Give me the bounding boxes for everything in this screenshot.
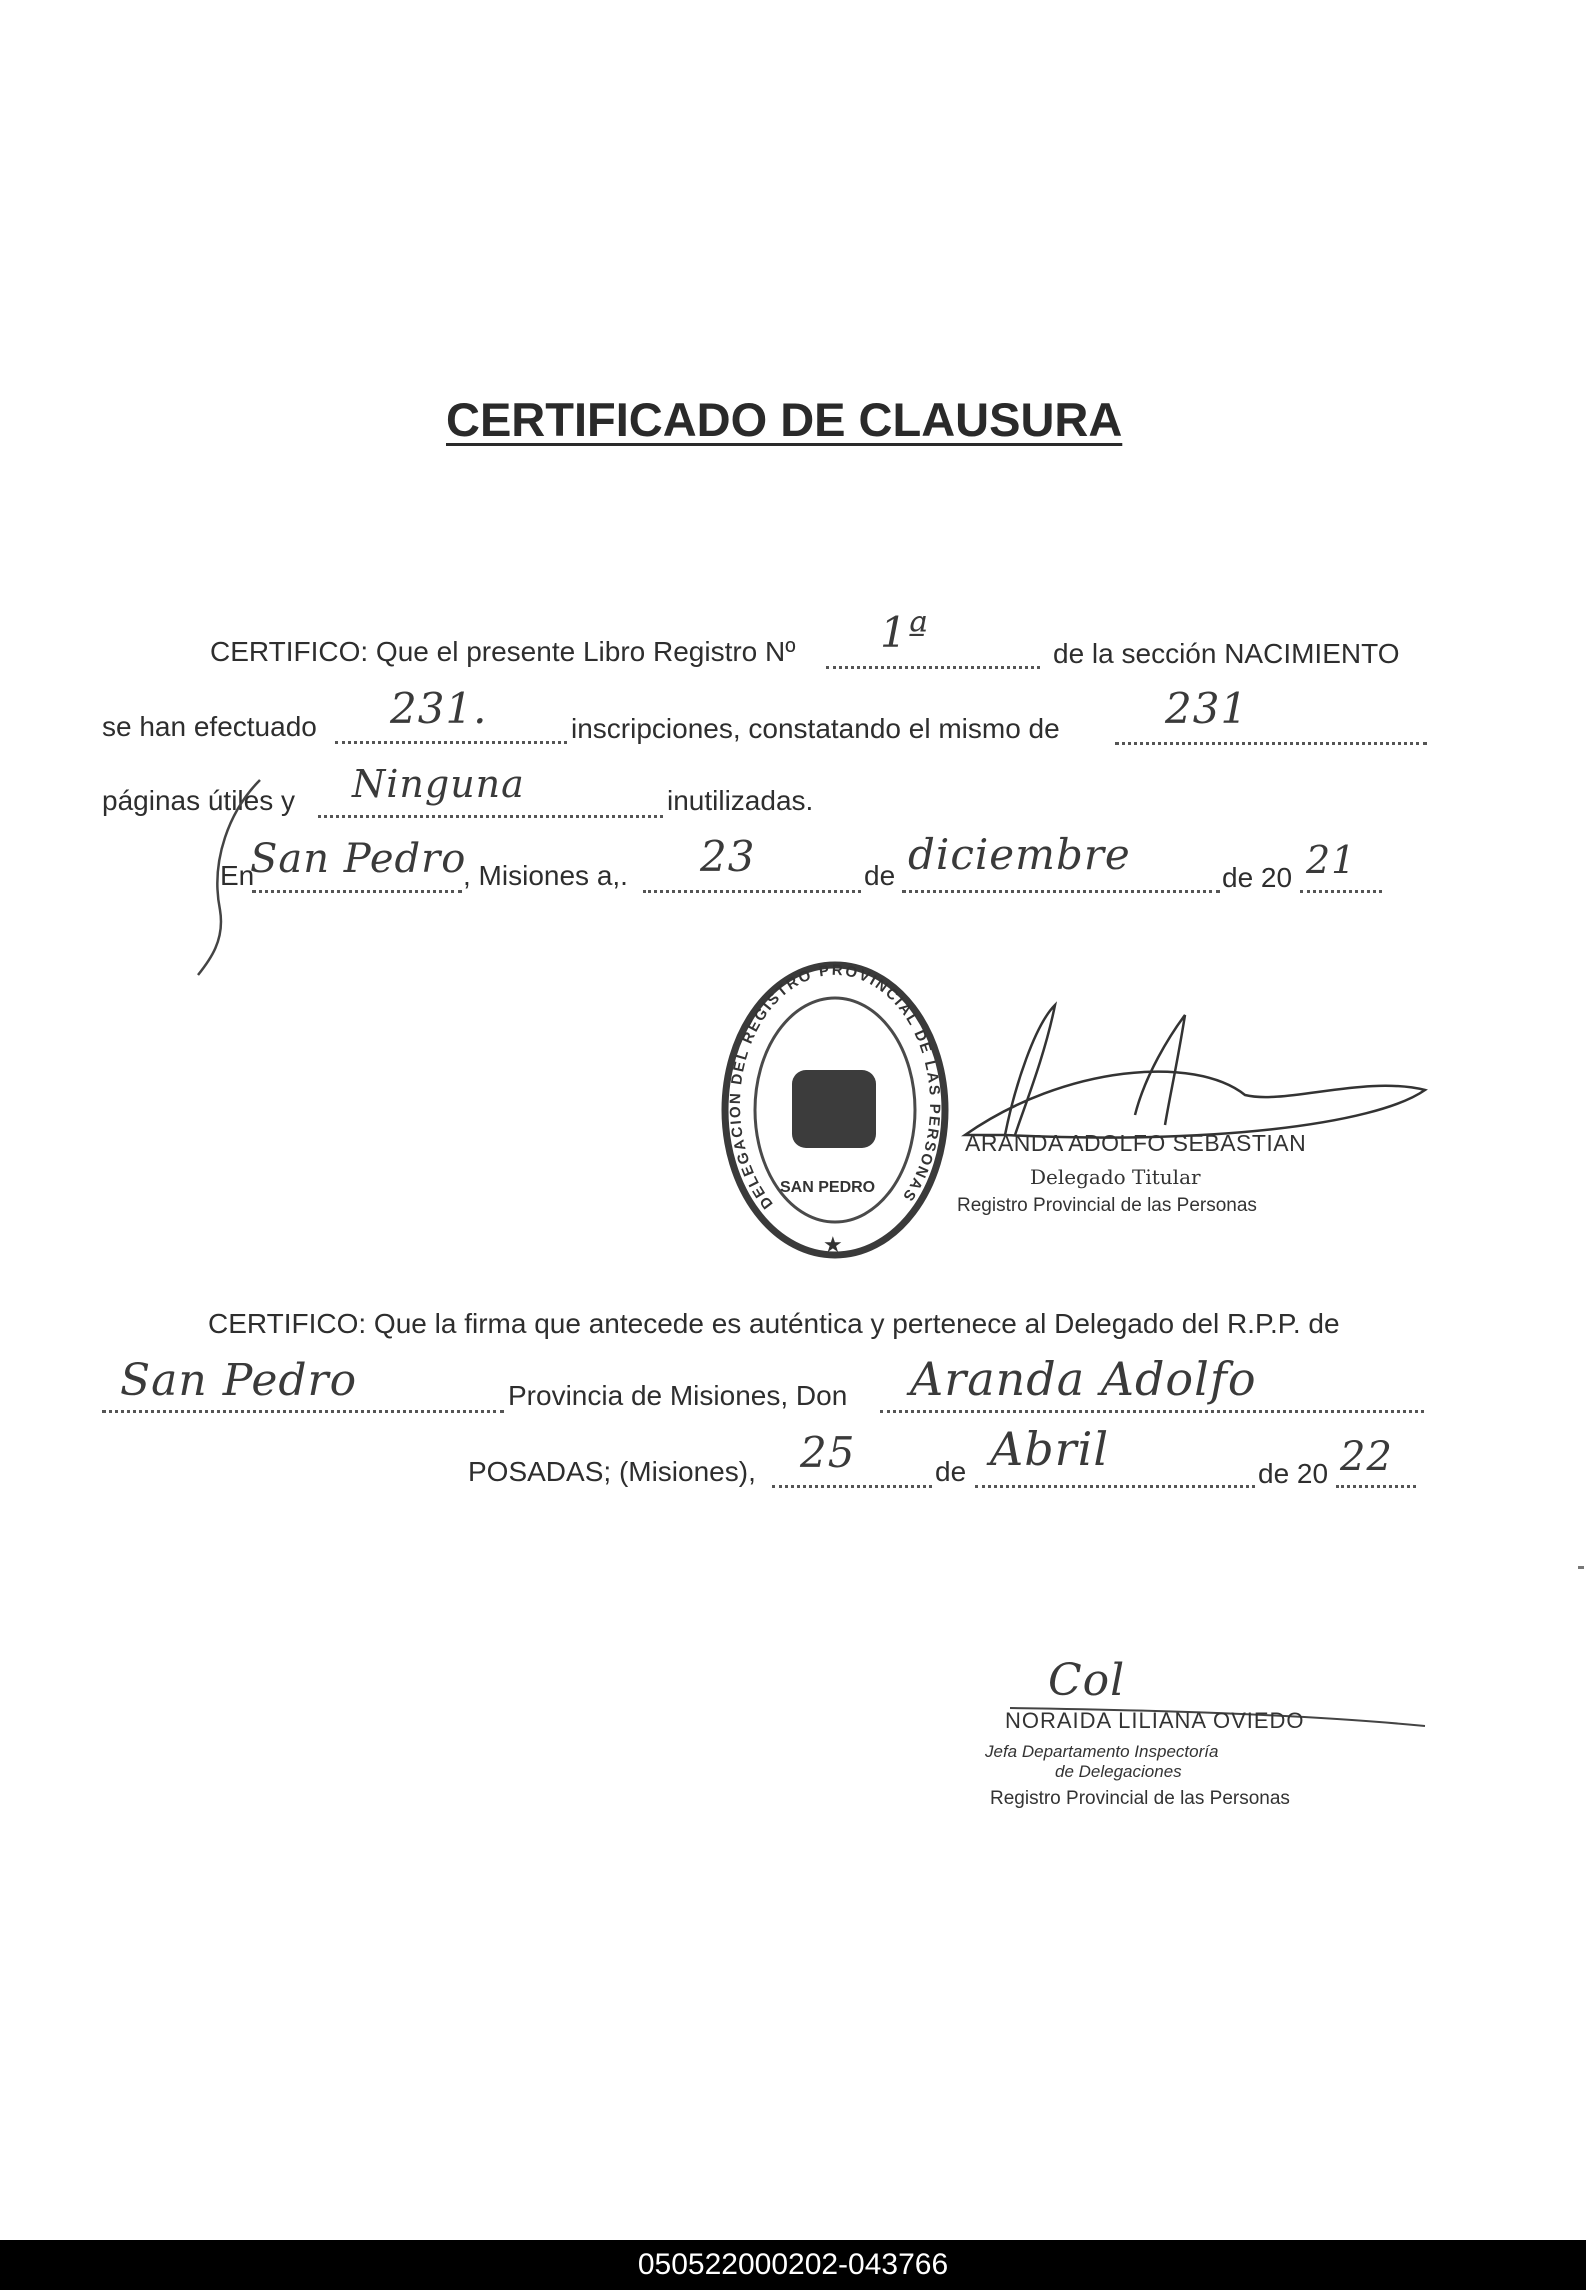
dotted-line [880, 1410, 1424, 1413]
cert1-line4-prefix: En [220, 860, 255, 891]
stamp-bottom-text: SAN PEDRO [780, 1179, 876, 1196]
day-handwritten: 23 [700, 832, 756, 881]
scan-artifact [1578, 1566, 1584, 1569]
place-handwritten: San Pedro [250, 836, 467, 882]
seal-emblem [792, 1070, 876, 1148]
pages-handwritten: 231 [1165, 684, 1249, 733]
signatory-name: ARANDA ADOLFO SEBASTIAN [965, 1130, 1307, 1156]
initials-handwritten: Col [1048, 1655, 1126, 1706]
document-code-footer: 050522000202-043766 [0, 2240, 1586, 2290]
cert2-line1: CERTIFICO: Que la firma que antecede es auténtica y pertenece al Delegado del R.P.P. de [208, 1308, 1340, 1339]
cert1-line4-mid: , Misiones a,. [463, 860, 628, 891]
dotted-line [1336, 1485, 1416, 1488]
year-handwritten: 21 [1306, 838, 1357, 882]
cert2-line3-year-prefix: de 20 [1258, 1458, 1329, 1489]
cert2-day-handwritten: 25 [800, 1428, 856, 1477]
cert2-line3-de: de [935, 1456, 967, 1487]
official-stamp [720, 960, 950, 1265]
month-handwritten: diciembre [908, 830, 1131, 879]
unused-pages-handwritten: Ninguna [352, 762, 525, 806]
signatory2-role-line1: Jefa Departamento Inspectoría [985, 1742, 1219, 1761]
dotted-line [975, 1485, 1255, 1488]
signatory2-role-line2: de Delegaciones [1055, 1762, 1182, 1781]
dotted-line [772, 1485, 932, 1488]
cert1-line4-de: de [864, 860, 896, 891]
dotted-line [335, 741, 567, 744]
dotted-line [902, 890, 1220, 893]
cert1-line1-prefix: CERTIFICO: Que el presente Libro Registro Nº [210, 636, 796, 667]
cert1-line3-prefix: páginas útiles y [102, 785, 296, 816]
cert1-line1-suffix: de la sección NACIMIENTO [1053, 638, 1400, 669]
cert1-line4-year-prefix: de 20 [1222, 862, 1293, 893]
signatory2-name: NORAIDA LILIANA OVIEDO [1005, 1708, 1305, 1733]
signatory-office: Registro Provincial de las Personas [957, 1195, 1257, 1216]
cert2-place-handwritten: San Pedro [120, 1355, 358, 1406]
dotted-line [252, 890, 462, 893]
signatory2-office: Registro Provincial de las Personas [990, 1788, 1290, 1809]
dotted-line [1115, 742, 1427, 745]
cert1-line3-suffix: inutilizadas. [667, 785, 814, 816]
signatory-role: Delegado Titular [1030, 1165, 1201, 1189]
cert2-year-handwritten: 22 [1340, 1434, 1393, 1480]
cert1-line2-prefix: se han efectuado [102, 711, 317, 742]
cert2-line2-mid: Provincia de Misiones, Don [508, 1380, 848, 1411]
cert2-month-handwritten: Abril [990, 1422, 1110, 1476]
page-title: CERTIFICADO DE CLAUSURA [446, 393, 1123, 446]
person-name-handwritten: Aranda Adolfo [910, 1352, 1257, 1406]
stamp-ring-text: DELEGACION DEL REGISTRO PROVINCIAL DE LAS PERSONAS [726, 961, 944, 1212]
dotted-line [643, 890, 861, 893]
dotted-line [318, 815, 663, 818]
dotted-line [1300, 890, 1382, 893]
star-icon: ★ [823, 1232, 843, 1257]
book-number-handwritten: 1ª [880, 608, 929, 657]
cert1-line2-mid: inscripciones, constatando el mismo de [571, 713, 1060, 744]
cert2-line3-prefix: POSADAS; (Misiones), [468, 1456, 756, 1487]
dotted-line [826, 666, 1040, 669]
inscriptions-handwritten: 231. [390, 684, 488, 733]
pen-stroke-graphic [190, 770, 280, 980]
dotted-line [102, 1410, 504, 1413]
